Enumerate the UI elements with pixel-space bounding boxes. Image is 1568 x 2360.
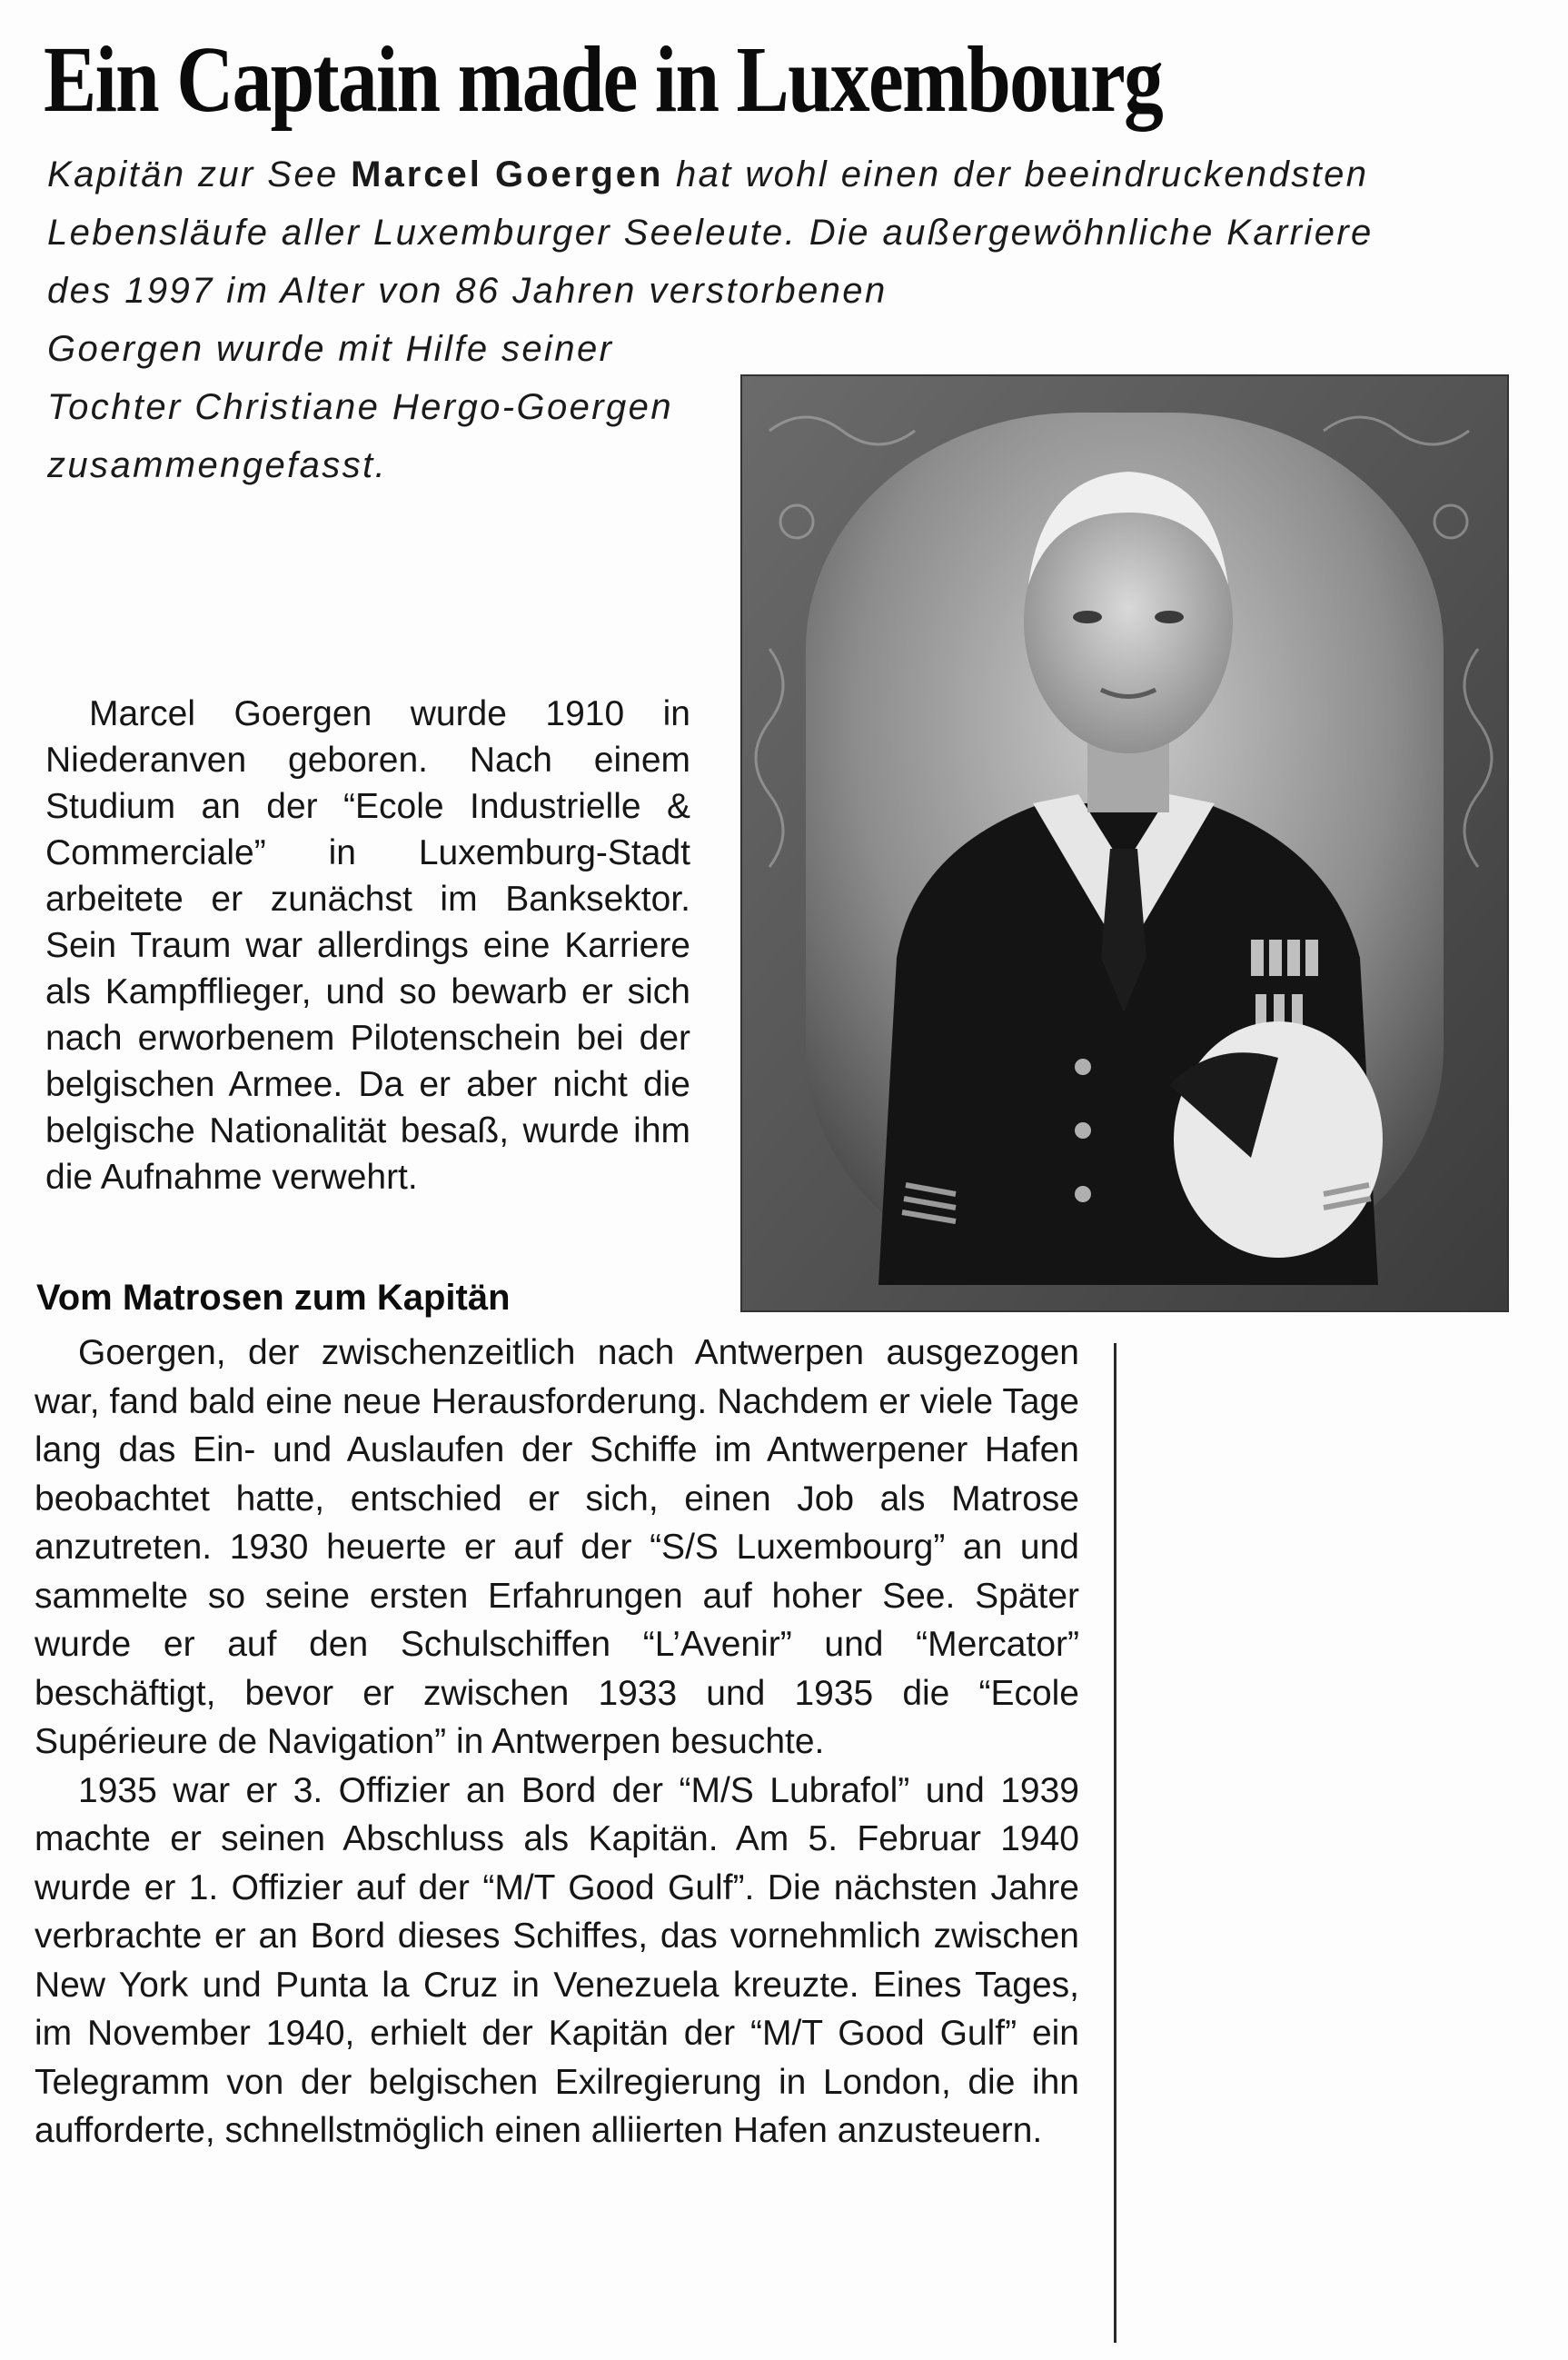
- article-title: Ein Captain made in Luxembourg: [44, 27, 1163, 132]
- paragraph-officer: 1935 war er 3. Offizier an Bord der “M/S Lubrafol” und 1939 machte er seinen Abschluss als Kapitän. Am 5. Februar 1940 wurde er 1. Offizier auf der “M/T Good Gulf”. Die nächsten Jahre verbrachte er an Bord dieses Schiffes, das vornehmlich zwischen New York und Punta la Cruz in Venezuela kreuzte. Eines Tages, im November 1940, erhielt der Kapitän der “M/T Good Gulf” ein Telegramm von der belgischen Exilregierung in London, die ihn aufforderte, schnellstmöglich einen alliierten Hafen anzusteuern.: [35, 1770, 1079, 2150]
- lead-name: Marcel Goergen: [351, 154, 664, 194]
- captain-portrait-photo: [740, 374, 1509, 1312]
- article-body-column: [35, 1329, 1079, 2156]
- lead-text: hat wohl einen der beeindruckendsten Lebensläufe aller Luxemburger Seeleute. Die außergewöhnliche Karriere des 1997 im Alter von 86 Jahren verstorbenen: [47, 154, 1374, 311]
- paragraph-sailor: Goergen, der zwischenzeitlich nach Antwerpen ausgezogen war, fand bald eine neue Herausforderung. Nachdem er viele Tage lang das Ein- und Auslaufen der Schiffe im Antwerpener Hafen beobachtet hatte, entschied er sich, einen Job als Matrose anzutreten. 1930 heuerte er auf der “S/S Luxembourg” an und sammelte so seine ersten Erfahrungen auf hoher See. Später wurde er auf den Schulschiffen “L’Avenir” und “Mercator” beschäftigt, bevor er zwischen 1933 und 1935 die “Ecole Supérieure de Navigation” in Antwerpen besuchte.: [35, 1333, 1079, 1761]
- lead-intro: Kapitän zur See: [47, 154, 352, 194]
- column-divider: [1114, 1343, 1116, 2343]
- section-heading: Vom Matrosen zum Kapitän: [36, 1278, 511, 1318]
- paragraph-birth: Marcel Goergen wurde 1910 in Niederanven geboren. Nach einem Studium an der “Ecole Industrielle & Commerciale” in Luxemburg-Stadt arbeitete er zunächst im Banksektor. Sein Traum war allerdings eine Karriere als Kampfflieger, und so bewarb er sich nach erworbenem Pilotenschein bei der belgischen Armee. Da er aber nicht die belgische Nationalität besaß, wurde ihm die Aufnahme verwehrt.: [45, 694, 690, 1197]
- portrait-illustration: [742, 376, 1507, 1310]
- lead-text-end: Goergen wurde mit Hilfe seiner Tochter Christiane Hergo-Goergen zusammengefasst.: [47, 329, 673, 485]
